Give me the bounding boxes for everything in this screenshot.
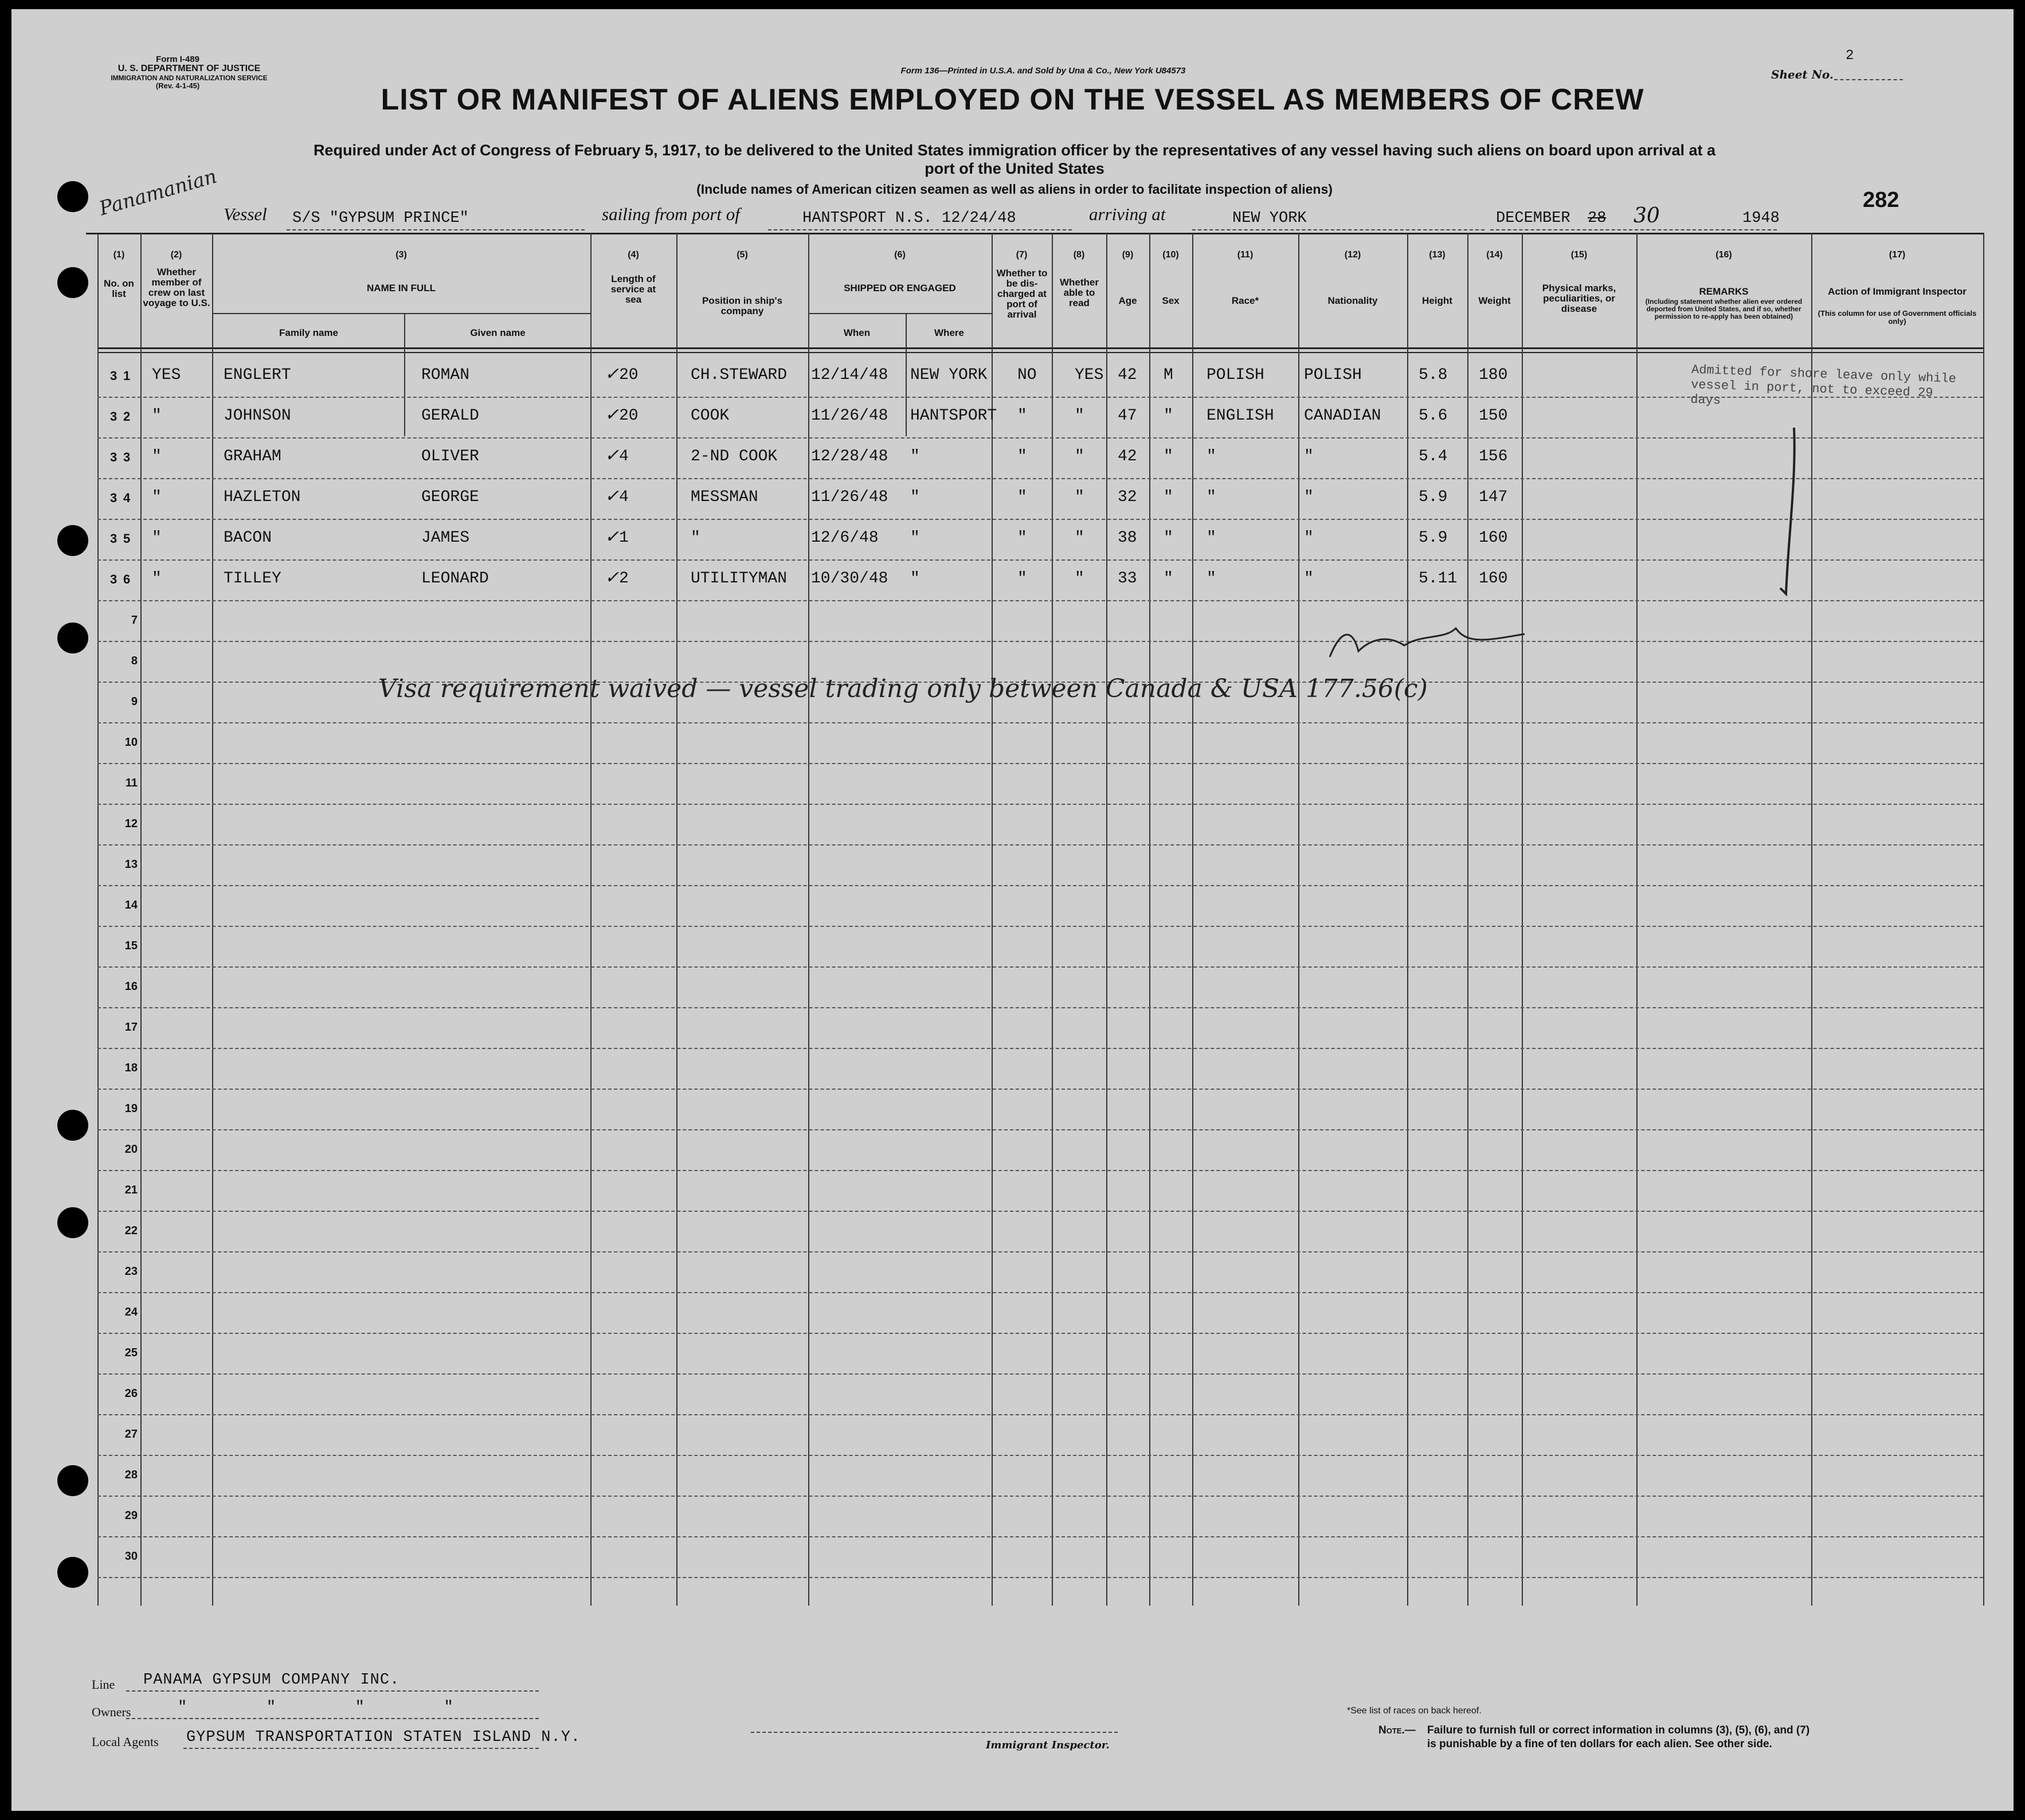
col-header-family-name: Family name: [279, 327, 338, 338]
row-number: 26: [124, 1387, 138, 1400]
check-mark-icon: ✓: [605, 486, 620, 506]
col-header-position: Position in ship's company: [702, 295, 783, 316]
cell-last-voyage: ": [152, 407, 162, 425]
col-divider: [590, 233, 592, 1606]
cell-height: 5.8: [1419, 366, 1448, 384]
remarks-stamp: Admitted for shore leave only while vessel in port, not to exceed 29 days: [1690, 362, 1957, 408]
row-number: 21: [124, 1184, 138, 1196]
cell-discharged: ": [1017, 488, 1027, 506]
row-number: 18: [124, 1062, 138, 1074]
cell-read: ": [1075, 529, 1084, 547]
cell-position: ": [691, 529, 700, 547]
cell-prefix: 3: [110, 531, 117, 546]
agents-value: GYPSUM TRANSPORTATION STATEN ISLAND N.Y.: [186, 1729, 581, 1746]
cell-position: 2-ND COOK: [691, 448, 778, 465]
handwritten-visa-note: Visa requirement waived — vessel trading only between Canada & USA 177.56(c): [378, 674, 1428, 703]
cell-nationality: ": [1304, 529, 1314, 547]
binder-hole: [57, 1110, 88, 1141]
cell-when: 11/26/48: [811, 407, 888, 425]
cell-sex: ": [1164, 570, 1173, 588]
col-header-remarks: REMARKS: [1699, 286, 1749, 297]
cell-sex: ": [1164, 407, 1173, 425]
cell-discharged: ": [1017, 407, 1027, 425]
check-mark-icon: ✓: [605, 527, 620, 547]
cell-sex: ": [1164, 529, 1173, 547]
printer-note: Form 136—Printed in U.S.A. and Sold by Una & Co., New York U84573: [900, 66, 1186, 76]
cell-given: GERALD: [421, 407, 479, 425]
arriving-label: arriving at: [1089, 204, 1166, 224]
row-separator: [97, 519, 1983, 520]
col-divider: [1298, 233, 1299, 1606]
margin-note: Panamanian: [96, 165, 220, 221]
row-separator: [97, 1333, 1983, 1334]
cell-height: 5.11: [1419, 570, 1458, 588]
col-divider: [1467, 233, 1468, 1606]
cell-family: TILLEY: [224, 570, 281, 588]
line-label: Line: [92, 1677, 115, 1692]
col-num: (10): [1162, 250, 1179, 260]
row-separator: [97, 1373, 1983, 1375]
cell-service: 4: [619, 448, 629, 465]
cell-no: 4: [123, 491, 131, 505]
col-divider: [1407, 233, 1408, 1606]
cell-last-voyage: ": [152, 448, 162, 465]
col-header-no: No. on list: [104, 278, 134, 299]
cell-when: 12/28/48: [811, 448, 888, 465]
col-num: (9): [1122, 250, 1134, 260]
col-num: (6): [894, 250, 906, 260]
cell-height: 5.4: [1419, 448, 1448, 465]
cell-where: HANTSPORT: [910, 407, 997, 425]
check-mark-icon: ✓: [605, 364, 620, 384]
col-divider: [1149, 233, 1150, 1606]
col-num: (15): [1570, 250, 1588, 260]
row-separator: [97, 844, 1983, 846]
cell-no: 5: [123, 531, 131, 546]
col-divider: [1983, 233, 1984, 1606]
cell-prefix: 3: [110, 409, 117, 424]
vessel-underline: [287, 229, 585, 230]
cell-when: 12/14/48: [811, 366, 888, 384]
col-header-action-note: (This column for use of Government officials only): [1818, 309, 1977, 326]
col-header-weight: Weight: [1478, 295, 1511, 306]
row-number: 7: [131, 614, 138, 627]
col-num: (3): [395, 250, 407, 260]
row-separator: [97, 1211, 1983, 1212]
cell-weight: 156: [1479, 448, 1508, 465]
cell-weight: 160: [1479, 570, 1508, 588]
cell-weight: 150: [1479, 407, 1508, 425]
cell-read: ": [1075, 488, 1084, 506]
cell-race: ": [1207, 448, 1216, 465]
shipped-subheader-line: [808, 313, 992, 314]
cell-age: 32: [1118, 488, 1137, 506]
date-day-struck: 28: [1588, 210, 1607, 227]
row-separator: [97, 1536, 1983, 1537]
cell-race: POLISH: [1207, 366, 1264, 384]
row-separator: [97, 722, 1983, 723]
date-day: 30: [1634, 204, 1660, 228]
row-separator: [97, 966, 1983, 968]
cell-read: ": [1075, 448, 1084, 465]
cell-prefix: 3: [110, 369, 117, 383]
col-header-name: NAME IN FULL: [367, 283, 436, 293]
row-number: 12: [124, 817, 138, 830]
col-header-last-voyage: Whether member of crew on last voyage to U.S.: [143, 267, 210, 308]
row-number: 9: [131, 695, 138, 708]
date-underline: [1490, 229, 1777, 230]
row-separator: [97, 1251, 1983, 1253]
cell-race: ": [1207, 488, 1216, 506]
row-number: 24: [124, 1306, 138, 1318]
row-separator: [97, 1496, 1983, 1497]
row-number: 25: [124, 1347, 138, 1359]
note-text: Failure to furnish full or correct information in columns (3), (5), (6), and (7): [1427, 1724, 1810, 1736]
row-number: 30: [124, 1550, 138, 1563]
cell-position: MESSMAN: [691, 488, 758, 506]
col-divider: [1636, 233, 1638, 1606]
owners-label: Owners: [92, 1705, 131, 1719]
service: IMMIGRATION AND NATURALIZATION SERVICE: [111, 74, 268, 82]
row-separator: [97, 763, 1983, 764]
note-text-2: is punishable by a fine of ten dollars for each alien. See other side.: [1427, 1738, 1772, 1750]
cell-discharged: NO: [1017, 366, 1037, 384]
binder-hole: [57, 267, 88, 298]
col-divider: [676, 233, 677, 1606]
cell-prefix: 3: [110, 491, 117, 505]
cell-given: JAMES: [421, 529, 470, 547]
cell-sex: M: [1164, 366, 1173, 384]
col-divider: [1811, 233, 1812, 1606]
cell-read: YES: [1075, 366, 1104, 384]
races-note: *See list of races on back hereof.: [1347, 1706, 1482, 1716]
col-header-height: Height: [1422, 295, 1452, 306]
cell-sex: ": [1164, 488, 1173, 506]
row-separator: [97, 1455, 1983, 1456]
cell-age: 42: [1118, 366, 1137, 384]
cell-family: JOHNSON: [224, 407, 291, 425]
row-number: 11: [125, 777, 138, 789]
binder-hole: [57, 1557, 88, 1588]
sheet-no-line: [1834, 79, 1903, 80]
row-separator: [97, 1048, 1983, 1049]
line-value: PANAMA GYPSUM COMPANY INC.: [143, 1672, 400, 1689]
year: 1948: [1742, 210, 1780, 227]
col-num: (12): [1344, 250, 1361, 260]
row-separator: [97, 804, 1983, 805]
col-num: (17): [1889, 250, 1906, 260]
page-title: LIST OR MANIFEST OF ALIENS EMPLOYED ON THE VESSEL AS MEMBERS OF CREW: [381, 83, 1644, 116]
col-header-service: Length of service at sea: [610, 273, 656, 305]
vessel-label: Vessel: [224, 204, 267, 224]
cell-when: 12/6/48: [811, 529, 879, 547]
row-separator: [97, 478, 1983, 479]
cell-when: 11/26/48: [811, 488, 888, 506]
cell-nationality: POLISH: [1304, 366, 1362, 384]
row-separator: [97, 1577, 1983, 1578]
col-num: (1): [113, 250, 125, 260]
sailing-port: HANTSPORT N.S. 12/24/48: [802, 210, 1016, 227]
cell-given: OLIVER: [421, 448, 479, 465]
initials-scribble: [1318, 623, 1548, 668]
arriving-underline: [1192, 229, 1485, 230]
cell-discharged: ": [1017, 570, 1027, 588]
cell-race: ": [1207, 570, 1216, 588]
cell-where: ": [910, 488, 920, 506]
check-mark-icon: ✓: [605, 405, 620, 425]
col-num: (4): [628, 250, 639, 260]
binder-hole: [57, 181, 88, 212]
col-num: (8): [1073, 250, 1085, 260]
cell-nationality: ": [1304, 570, 1314, 588]
manifest-sheet: [11, 9, 2014, 1811]
row-separator: [97, 1007, 1983, 1008]
note-label: Note.—: [1378, 1724, 1416, 1736]
cell-last-voyage: YES: [152, 366, 181, 384]
col-divider: [1192, 233, 1193, 1606]
cell-position: COOK: [691, 407, 730, 425]
col-header-discharged: Whether to be dis-charged at port of arrival: [996, 268, 1048, 320]
stamp-number: 282: [1863, 188, 1899, 212]
row-separator: [97, 1292, 1983, 1293]
cell-read: ": [1075, 407, 1084, 425]
col-divider: [1052, 233, 1053, 1606]
col-header-physical-marks: Physical marks, peculiarities, or disease: [1542, 283, 1616, 314]
row-number: 10: [124, 736, 138, 749]
row-separator: [97, 437, 1983, 439]
cell-no: 1: [123, 369, 131, 383]
row-number: 15: [124, 940, 138, 952]
col-divider: [808, 233, 809, 1606]
row-number: 13: [124, 858, 138, 871]
revision: (Rev. 4-1-45): [155, 81, 200, 90]
col-header-nationality: Nationality: [1327, 295, 1378, 306]
cell-height: 5.9: [1419, 529, 1448, 547]
cell-no: 6: [123, 572, 131, 586]
col-divider: [212, 233, 213, 1606]
inspector-signature-line: [751, 1732, 1118, 1733]
row-number: 17: [124, 1021, 138, 1034]
cell-race: ENGLISH: [1207, 407, 1274, 425]
cell-race: ": [1207, 529, 1216, 547]
cell-age: 38: [1118, 529, 1137, 547]
cell-prefix: 3: [110, 450, 117, 464]
col-header-remarks-note: (Including statement whether alien ever ordered deported from United States, and if so, whether permission to re-apply has been obtained): [1645, 298, 1803, 320]
cell-age: 33: [1118, 570, 1137, 588]
cell-last-voyage: ": [152, 570, 162, 588]
sailing-label: sailing from port of: [602, 204, 740, 224]
cell-when: 10/30/48: [811, 570, 888, 588]
agents-underline: [183, 1748, 539, 1749]
binder-hole: [57, 525, 88, 556]
sheet-no-label: Sheet No.: [1771, 68, 1834, 81]
col-num: (13): [1429, 250, 1446, 260]
row-separator: [97, 1089, 1983, 1090]
sailing-underline: [768, 229, 1072, 230]
cell-family: GRAHAM: [224, 448, 281, 465]
cell-service: 4: [619, 488, 629, 506]
row-number: 14: [124, 899, 138, 911]
cell-where: ": [910, 570, 920, 588]
cell-discharged: ": [1017, 448, 1027, 465]
line-underline: [126, 1690, 539, 1692]
cell-given: LEONARD: [421, 570, 489, 588]
cell-position: UTILITYMAN: [691, 570, 788, 588]
cell-read: ": [1075, 570, 1084, 588]
row-separator: [97, 559, 1983, 561]
cell-prefix: 3: [110, 572, 117, 586]
table-header-bottom: [97, 347, 1983, 349]
col-num: (14): [1486, 250, 1503, 260]
row-number: 23: [124, 1265, 138, 1278]
cell-discharged: ": [1017, 529, 1027, 547]
row-number: 27: [124, 1428, 138, 1441]
row-separator: [97, 641, 1983, 642]
inspector-label: Immigrant Inspector.: [986, 1739, 1110, 1751]
binder-hole: [57, 1207, 88, 1238]
row-number: 29: [124, 1509, 138, 1522]
date-month: DECEMBER: [1496, 210, 1570, 227]
cell-nationality: ": [1304, 488, 1314, 506]
col-num: (16): [1715, 250, 1732, 260]
cell-given: ROMAN: [421, 366, 470, 384]
remarks-bracket-line: [1771, 422, 1805, 605]
col-num: (7): [1016, 250, 1028, 260]
cell-no: 3: [123, 450, 131, 464]
col-header-read: Whether able to read: [1060, 277, 1099, 308]
required-text-2: port of the United States: [925, 160, 1104, 177]
row-separator: [97, 885, 1983, 886]
vessel-name: S/S "GYPSUM PRINCE": [292, 210, 469, 227]
col-header-race: Race*: [1231, 295, 1259, 306]
name-subheader-line: [212, 313, 590, 314]
cell-weight: 147: [1479, 488, 1508, 506]
cell-weight: 160: [1479, 529, 1508, 547]
sheet-no: 2: [1846, 48, 1854, 64]
cell-service: 20: [619, 366, 639, 384]
row-separator: [97, 926, 1983, 927]
cell-position: CH.STEWARD: [691, 366, 788, 384]
row-number: 19: [124, 1102, 138, 1115]
binder-hole: [57, 623, 88, 653]
col-header-when: When: [843, 327, 871, 338]
cell-sex: ": [1164, 448, 1173, 465]
col-header-action: Action of Immigrant Inspector: [1828, 286, 1967, 297]
col-divider: [1522, 233, 1523, 1606]
form-id: Form I-489: [156, 54, 199, 64]
department: U. S. DEPARTMENT OF JUSTICE: [117, 64, 261, 73]
cell-service: 20: [619, 407, 639, 425]
cell-family: HAZLETON: [224, 488, 301, 506]
cell-service: 1: [619, 529, 629, 547]
col-divider: [140, 233, 142, 1606]
col-divider: [992, 233, 993, 1606]
owners-underline: [126, 1718, 539, 1719]
col-header-where: Where: [934, 327, 964, 338]
cell-height: 5.6: [1419, 407, 1448, 425]
row-separator: [97, 1170, 1983, 1171]
cell-service: 2: [619, 570, 629, 588]
check-mark-icon: ✓: [605, 445, 620, 465]
cell-family: ENGLERT: [224, 366, 291, 384]
cell-age: 47: [1118, 407, 1137, 425]
required-text-3: (Include names of American citizen seamen as well as aliens in order to facilitate inspection of aliens): [696, 182, 1333, 197]
cell-nationality: ": [1304, 448, 1314, 465]
required-text-1: Required under Act of Congress of February 5, 1917, to be delivered to the United States immigration officer by the representatives of any vessel having such aliens on board upon arrival at a: [313, 142, 1716, 159]
row-separator: [97, 1414, 1983, 1415]
cell-where: ": [910, 448, 920, 465]
arriving-port: NEW YORK: [1232, 210, 1307, 227]
cell-height: 5.9: [1419, 488, 1448, 506]
col-num: (11): [1237, 250, 1254, 260]
cell-age: 42: [1118, 448, 1137, 465]
table-header-bottom-2: [97, 352, 1983, 353]
row-number: 28: [124, 1469, 138, 1481]
row-number: 16: [124, 980, 138, 993]
cell-family: BACON: [224, 529, 272, 547]
col-num: (2): [170, 250, 182, 260]
cell-last-voyage: ": [152, 529, 162, 547]
table-top-border: [86, 233, 1983, 234]
row-number: 22: [124, 1224, 138, 1237]
cell-weight: 180: [1479, 366, 1508, 384]
check-mark-icon: ✓: [605, 567, 620, 588]
cell-given: GEORGE: [421, 488, 479, 506]
owners-value: " " " ": [178, 1699, 454, 1716]
cell-no: 2: [123, 409, 131, 424]
agents-label: Local Agents: [92, 1735, 159, 1749]
col-header-shipped: SHIPPED OR ENGAGED: [844, 283, 956, 293]
cell-last-voyage: ": [152, 488, 162, 506]
row-number: 20: [124, 1143, 138, 1156]
cell-nationality: CANADIAN: [1304, 407, 1381, 425]
col-header-age: Age: [1118, 295, 1137, 306]
col-num: (5): [737, 250, 748, 260]
cell-where: NEW YORK: [910, 366, 988, 384]
cell-where: ": [910, 529, 920, 547]
col-header-sex: Sex: [1162, 295, 1180, 306]
col-divider: [1106, 233, 1107, 1606]
row-number: 8: [131, 655, 138, 667]
binder-hole: [57, 1465, 88, 1496]
row-separator: [97, 1129, 1983, 1130]
row-separator: [97, 600, 1983, 601]
col-header-given-name: Given name: [470, 327, 526, 338]
